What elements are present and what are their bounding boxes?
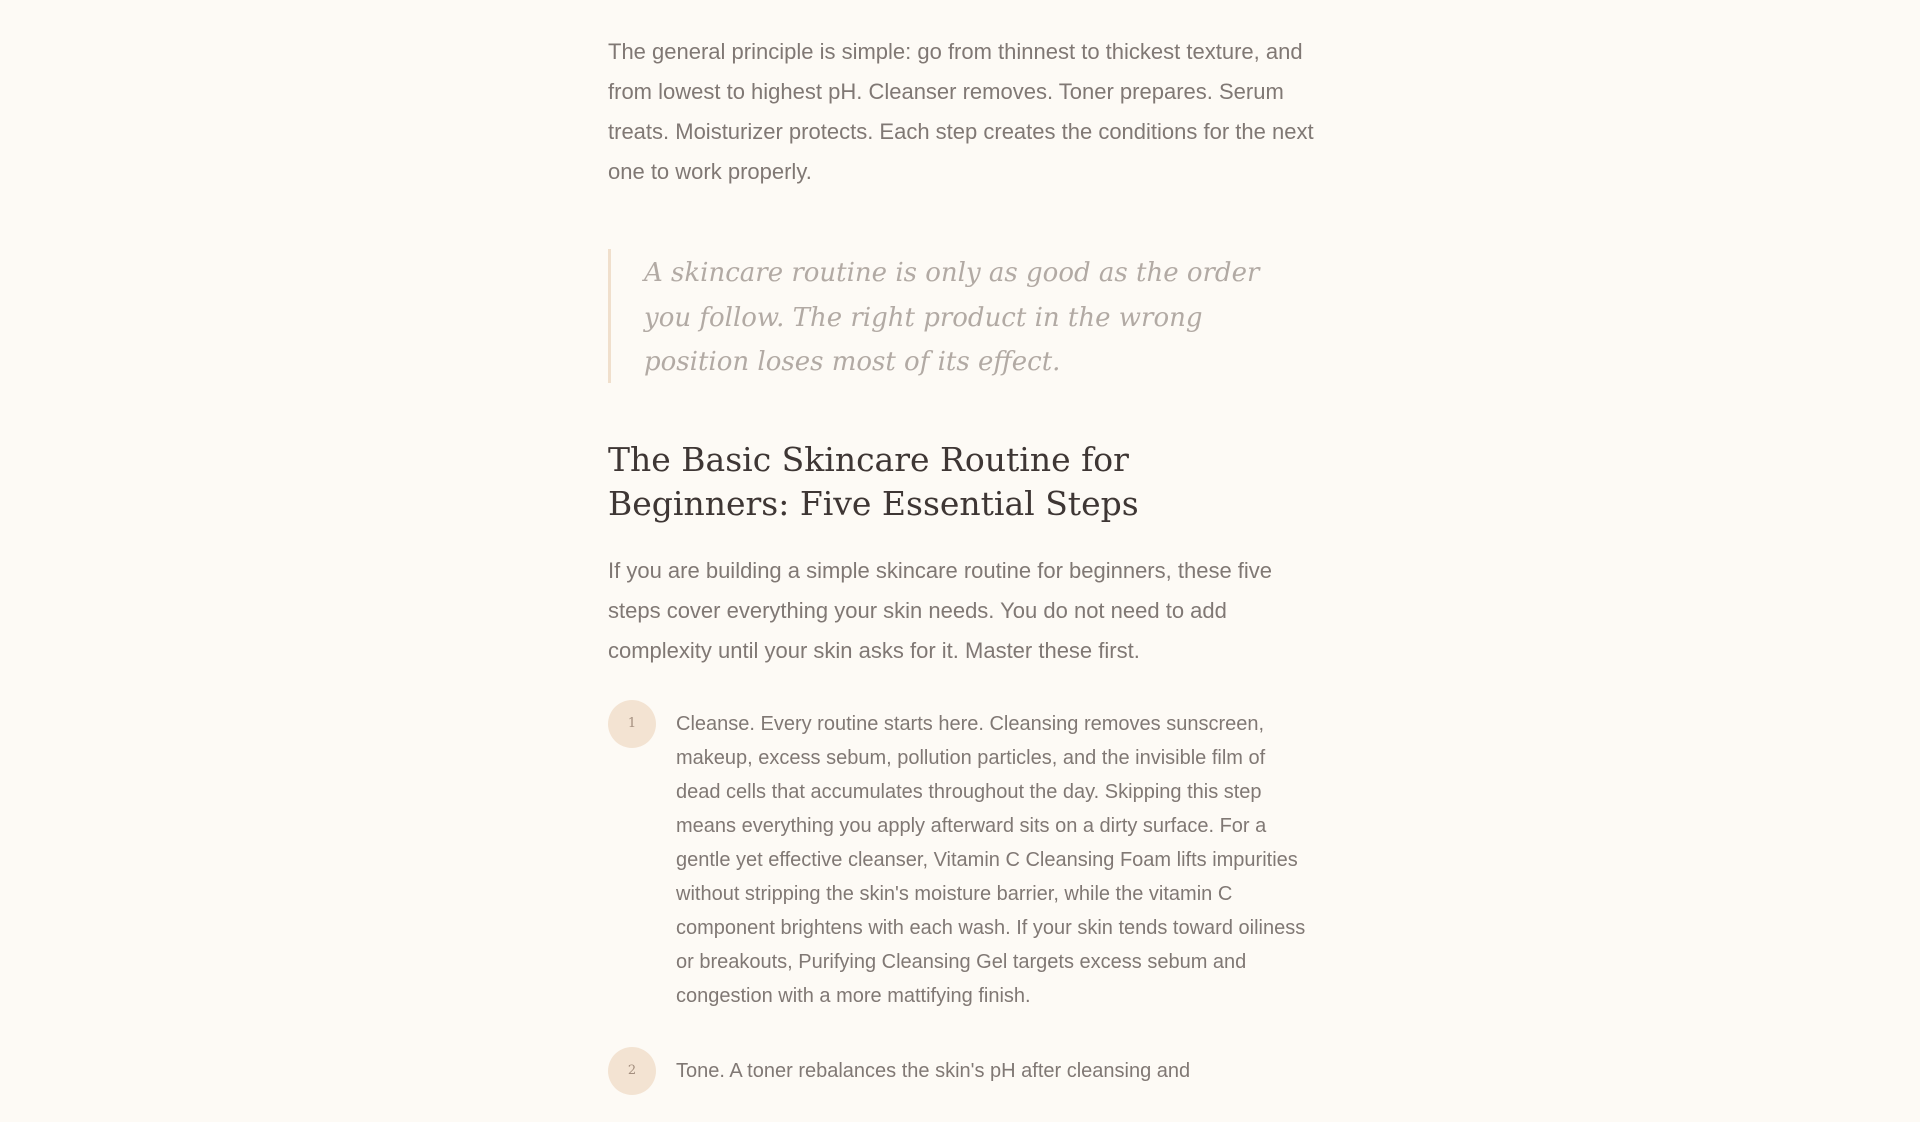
step-text: Cleanse. Every routine starts here. Cleansing removes sunscreen, makeup, excess sebum, pollution particles, and the invisible film of dead cells that accumulates throughout the day. Skipping this step means everything you apply afterward sits on a dirty surface. For a gentle yet effective cleanser, Vitamin C Cleansing Foam lifts impurities without stripping the skin's moisture barrier, while the vitamin C component brightens with each wash. If your skin tends toward oiliness or breakouts, Purifying Cleansing Gel targets excess sebum and congestion with a more mattifying finish. [676,713,1306,1007]
pull-quote-text: A skincare routine is only as good as the order you follow. The right product in the wrong position loses most of its effect. [644,258,1260,377]
intro-paragraph: The general principle is simple: go from thinnest to thickest texture, and from lowest to highest pH. Cleanser removes. Toner prepares. Serum treats. Moisturizer protects. Each step creates the conditions for the next one to work properly. [608,39,1314,184]
section-lead-paragraph: If you are building a simple skincare routine for beginners, these five steps cover everything your skin needs. You do not need to add complexity until your skin asks for it. Master these first. [608,558,1273,663]
section-heading: The Basic Skincare Routine for Beginners: Five Essential Steps [608,440,1139,523]
step-item [608,1047,1314,1088]
step-number-badge: 1 [608,700,656,748]
step-number-badge: 2 [608,1047,656,1095]
steps-list [608,700,1314,1122]
pull-quote [608,249,1314,383]
step-text: Tone. A toner rebalances the skin's pH after cleansing and [676,1060,1191,1082]
step-item [608,700,1314,1013]
